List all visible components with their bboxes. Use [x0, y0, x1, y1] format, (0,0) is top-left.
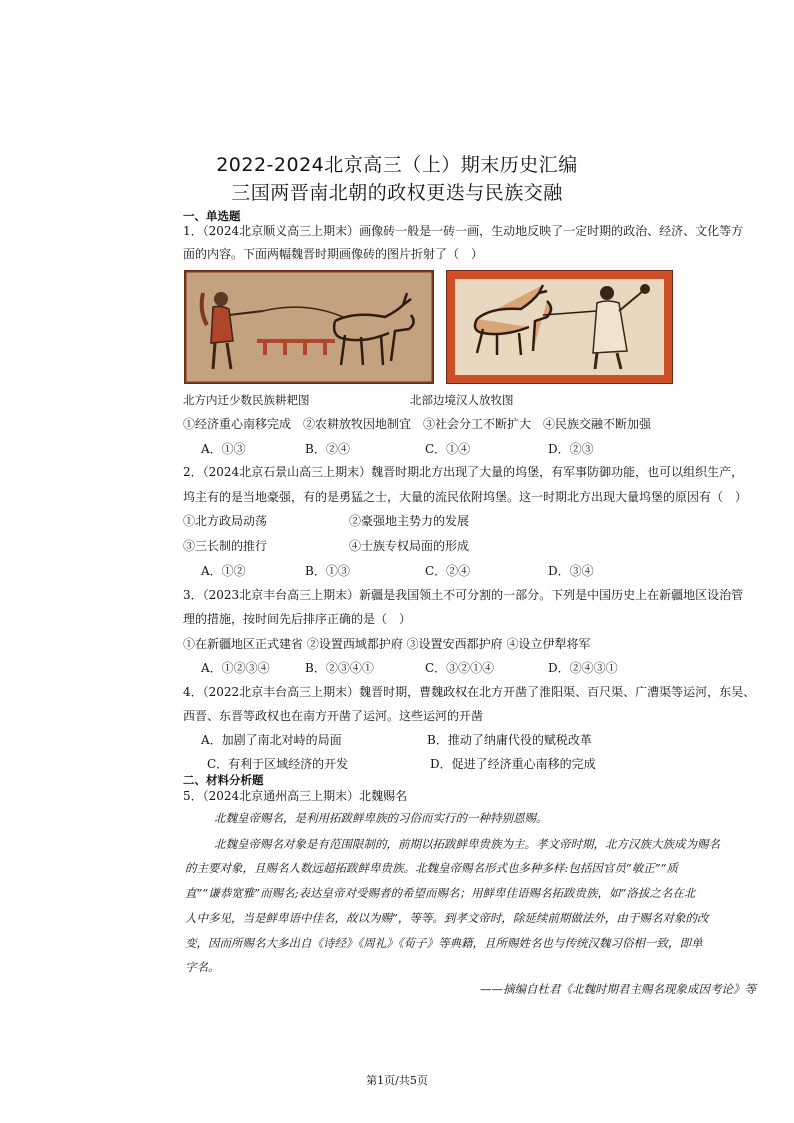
q3-option-b: B．②③④① — [305, 661, 374, 675]
question-2-line2: 坞主有的是当地豪强，有的是勇猛之士，大量的流民依附坞堡。这一时期北方出现大量坞堡的原因有（ ） — [183, 490, 748, 504]
q2-option-c: C．②④ — [425, 564, 471, 578]
page-title: 2022-2024北京高三（上）期末历史汇编 — [216, 154, 578, 176]
material-line-1: 北魏皇帝赐名对象是有范围限制的，前期以拓跋鲜卑贵族为主。孝文帝时期，北方汉族大族成为赐名 — [214, 837, 720, 851]
material-line-6: 字名。 — [185, 960, 220, 974]
q4-option-c: C．有利于区域经济的开发 — [207, 757, 349, 771]
q2-statement-2: ②豪强地主势力的发展 — [349, 514, 470, 528]
question-1-statements: ①经济重心南移完成 ②农耕放牧因地制宜 ③社会分工不断扩大 ④民族交融不断加强 — [183, 417, 652, 431]
q2-option-d: D．③④ — [548, 564, 594, 578]
material-line-4: 人中多见，当是鲜卑语中佳名，故以为赐”，等等。到孝文帝时，除延续前期做法外，由于赐名对象的改 — [185, 911, 709, 925]
page-number: 第1页/共5页 — [366, 1074, 428, 1087]
q3-option-d: D．②④③① — [548, 661, 618, 675]
q1-option-d: D．②③ — [548, 442, 594, 456]
section-heading-single-choice: 一、单选题 — [183, 209, 241, 223]
material-line-5: 变，因而所赐名大多出自《诗经》《周礼》《荀子》等典籍，且所赐姓名也与传统汉魏习俗相一致，即单 — [185, 936, 703, 950]
caption-right: 北部边境汉人放牧图 — [410, 393, 514, 407]
q1-option-a: A．①③ — [201, 442, 246, 456]
q4-option-d: D．促进了经济重心南移的完成 — [430, 757, 596, 771]
q3-option-a: A．①②③④ — [201, 661, 270, 675]
question-3-line1: 3．（2023北京丰台高三上期末）新疆是我国领土不可分割的一部分。下列是中国历史上在新疆地区设治管 — [183, 588, 744, 602]
q2-statement-4: ④士族专权局面的形成 — [349, 539, 470, 553]
q1-option-b: B．②④ — [305, 442, 350, 456]
q2-statement-1: ①北方政局动荡 — [183, 514, 268, 528]
question-1-line2: 面的内容。下面两幅魏晋时期画像砖的图片折射了（ ） — [183, 247, 484, 261]
material-line-3: 直”“谦恭宽雅”而赐名;表达皇帝对受赐者的希望而赐名；用鲜卑佳语赐名拓跋贵族，如“洛拔之名在北 — [185, 886, 696, 900]
q3-option-c: C．③②①④ — [425, 661, 495, 675]
q2-statement-3: ③三长制的推行 — [183, 539, 268, 553]
q2-option-a: A．①② — [201, 564, 246, 578]
q1-option-c: C．①④ — [425, 442, 471, 456]
brick-painting-plowing-image — [184, 270, 434, 384]
material-line-2: 的主要对象，且赐名人数远超拓跋鲜卑贵族。北魏皇帝赐名形式也多种多样:包括因官员“敏正”“质 — [185, 861, 679, 875]
brick-painting-herding-image — [446, 270, 673, 384]
material-source: ——摘编自杜君《北魏时期君主赐名现象成因考论》等 — [480, 982, 756, 996]
q4-option-b: B．推动了纳庸代役的赋税改革 — [427, 733, 592, 747]
section-heading-material-analysis: 二、材料分析题 — [183, 773, 264, 787]
question-1-line1: 1．（2024北京顺义高三上期末）画像砖一般是一砖一画，生动地反映了一定时期的政治、经济、文化等方 — [183, 224, 744, 238]
question-3-statements: ①在新疆地区正式建省 ②设置西域都护府 ③设置安西都护府 ④设立伊犁将军 — [183, 637, 591, 651]
question-4-line1: 4．（2022北京丰台高三上期末）魏晋时期，曹魏政权在北方开凿了淮阳渠、百尺渠、广漕渠等运河，东吴、 — [183, 685, 756, 699]
question-2-line1: 2．（2024北京石景山高三上期末）魏晋时期北方出现了大量的坞堡，有军事防御功能，也可以组织生产， — [183, 465, 744, 479]
q4-option-a: A．加剧了南北对峙的局面 — [201, 733, 342, 747]
question-5-line1: 5．（2024北京通州高三上期末）北魏赐名 — [183, 789, 408, 803]
question-4-line2: 西晋、东晋等政权也在南方开凿了运河。这些运河的开凿 — [183, 709, 484, 723]
page-subtitle: 三国两晋南北朝的政权更迭与民族交融 — [231, 182, 563, 204]
caption-left: 北方内迁少数民族耕耙图 — [183, 393, 310, 407]
material-paragraph-1: 北魏皇帝赐名，是利用拓跋鲜卑族的习俗而实行的一种特别恩赐。 — [214, 811, 548, 825]
q2-option-b: B．①③ — [305, 564, 350, 578]
question-3-line2: 理的措施，按时间先后排序正确的是（ ） — [183, 612, 412, 626]
